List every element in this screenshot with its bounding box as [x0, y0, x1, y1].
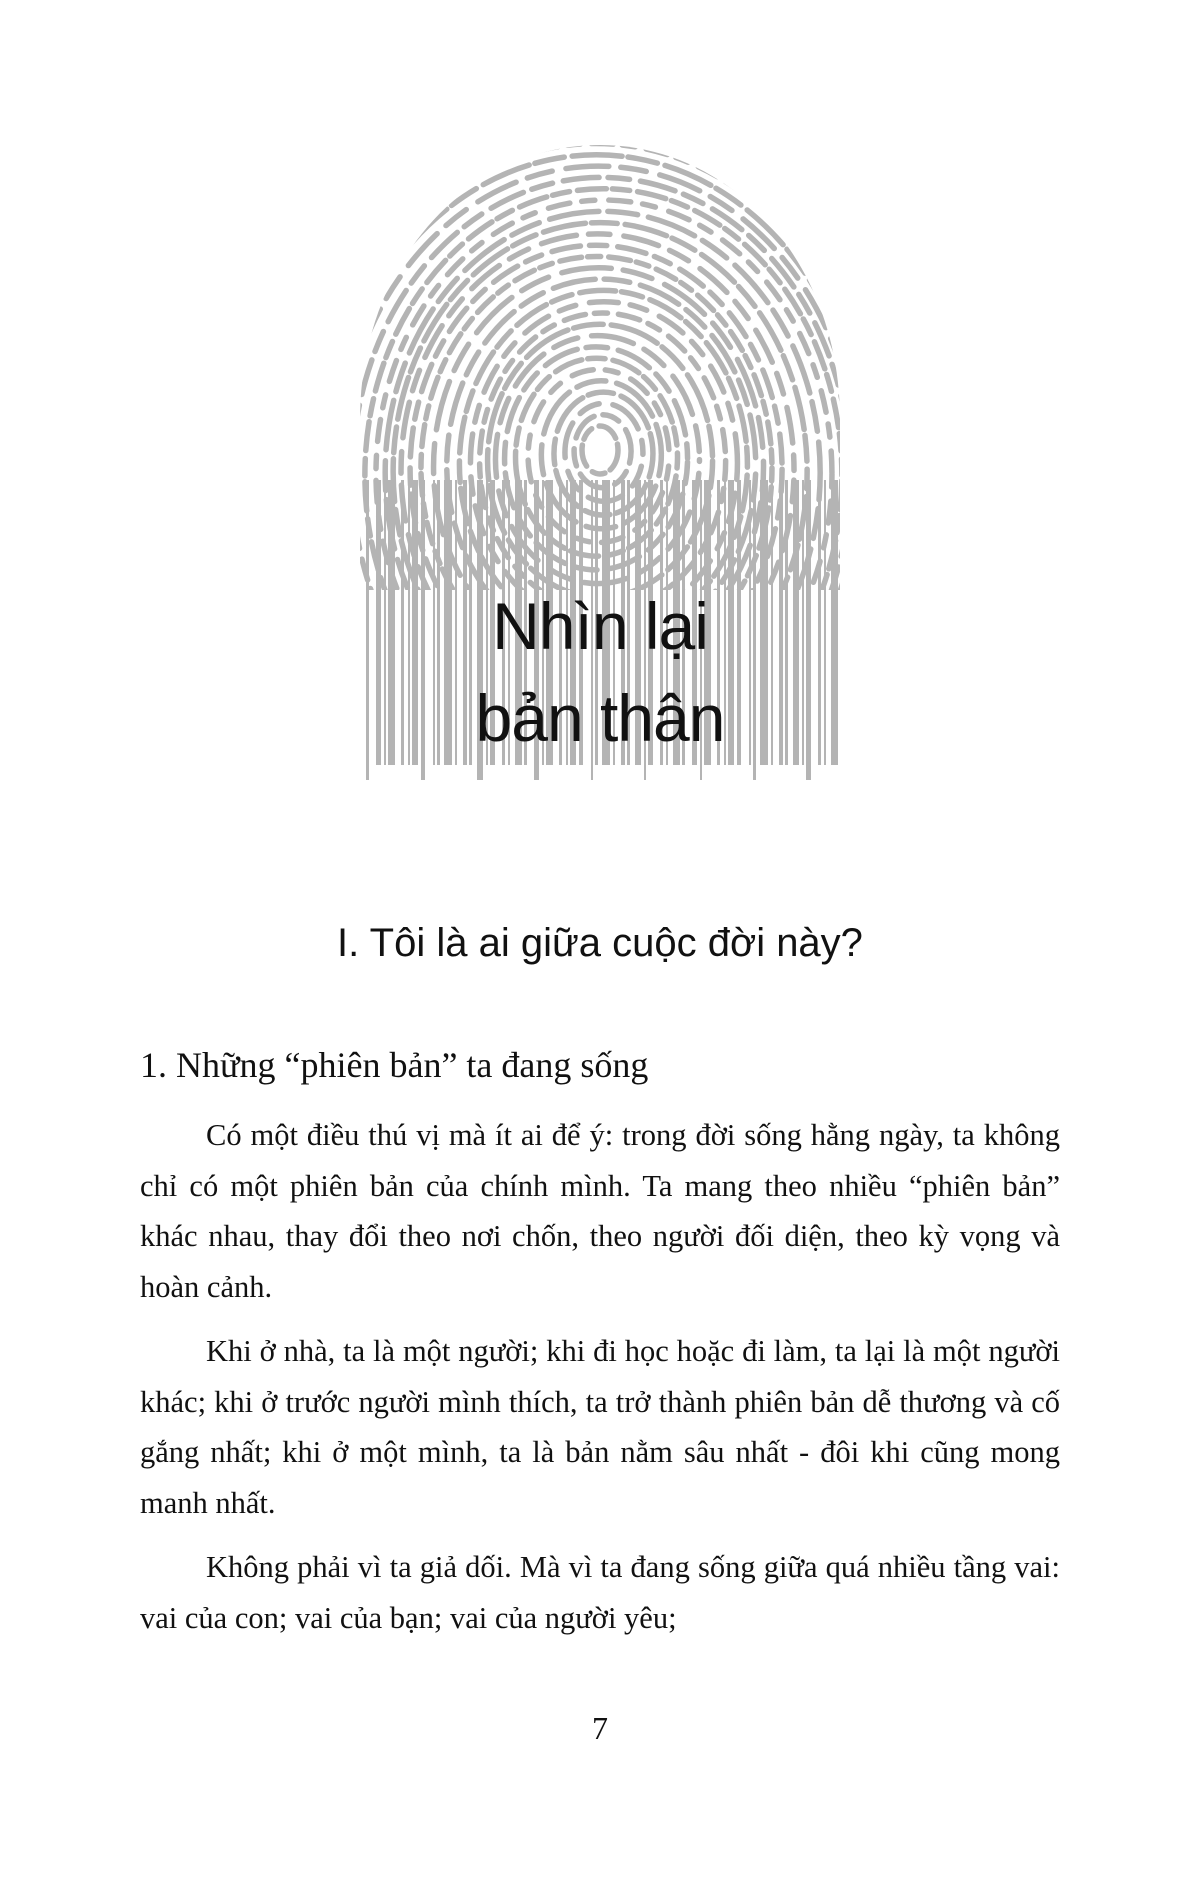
paragraph: Không phải vì ta giả dối. Mà vì ta đang sống giữa quá nhiều tầng vai: vai của con; vai của bạn; vai của người yêu; — [140, 1550, 1060, 1635]
chapter-title-line-1: Nhìn lại — [492, 589, 708, 663]
fingerprint-ridge — [582, 426, 618, 474]
paragraph: Khi ở nhà, ta là một người; khi đi học hoặc đi làm, ta lại là một người khác; khi ở trước người mình thích, ta trở thành phiên bản dễ thương và cố gắng nhất; khi ở một mình, ta là bản nằm sâu nhất - đôi khi cũng mong manh nhất. — [140, 1334, 1060, 1520]
section-heading: I. Tôi là ai giữa cuộc đời này? — [337, 921, 863, 965]
body-text — [140, 1110, 1060, 1657]
paragraph: Có một điều thú vị mà ít ai để ý: trong đời sống hằng ngày, ta không chỉ có một phiên bản của chính mình. Ta mang theo nhiều “phiên bản” khác nhau, thay đổi theo nơi chốn, theo người đối diện, theo kỳ vọng và hoàn cảnh. — [140, 1118, 1060, 1304]
subsection-heading: 1. Những “phiên bản” ta đang sống — [140, 1045, 649, 1085]
page-number: 7 — [592, 1710, 608, 1746]
chapter-title-line-2: bản thân — [475, 681, 725, 755]
chapter-title — [300, 580, 900, 764]
